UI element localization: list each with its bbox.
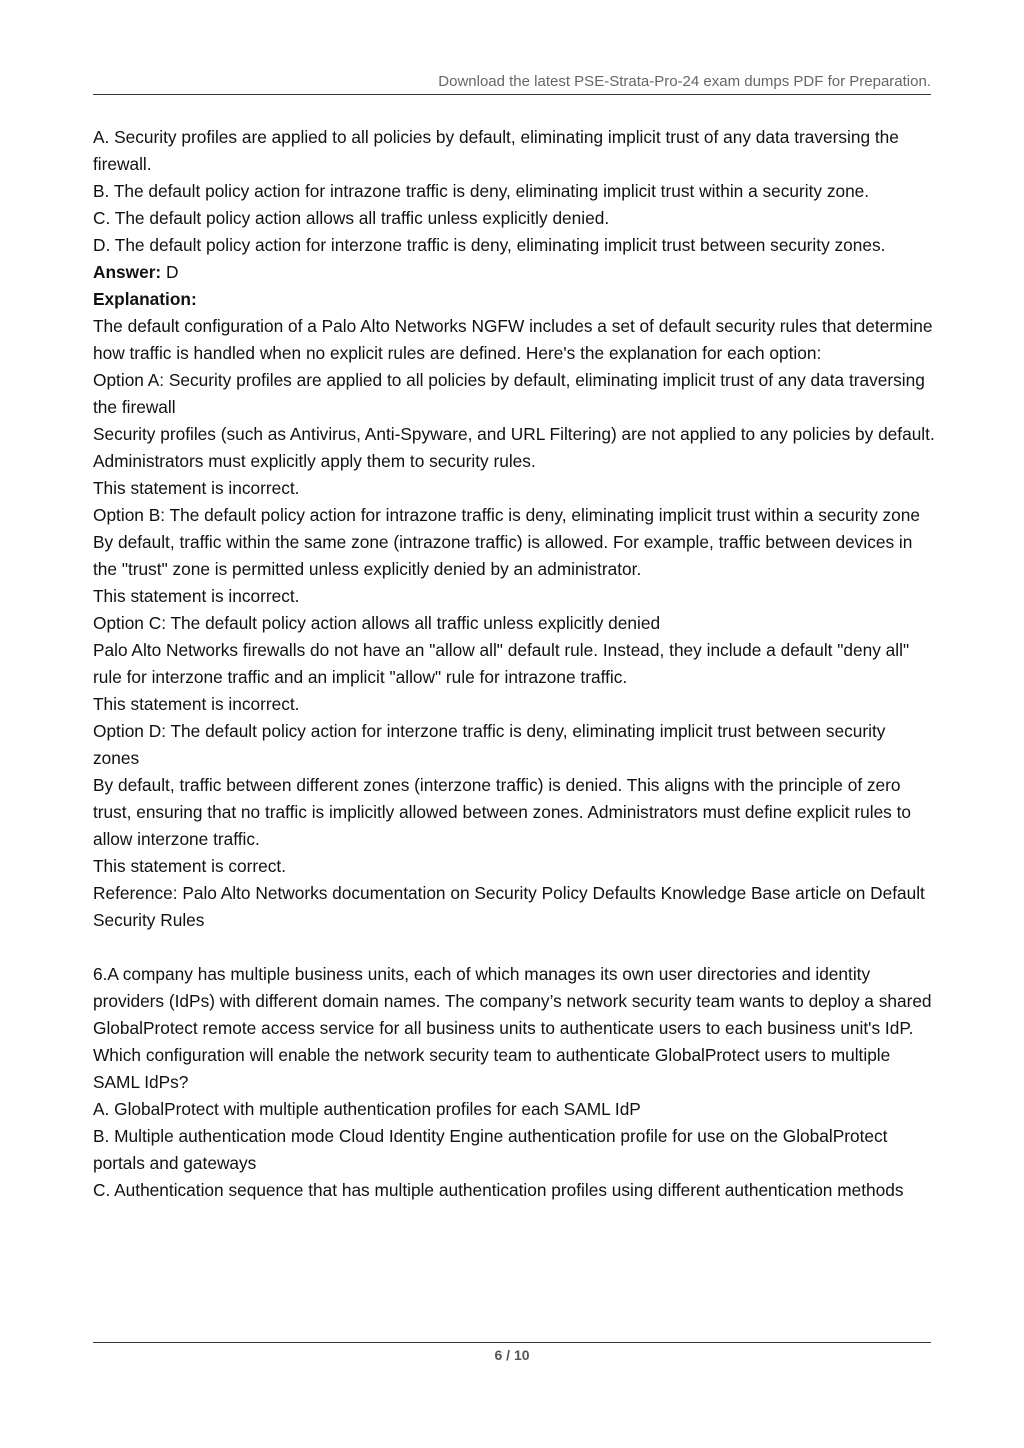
footer-rule — [93, 1342, 931, 1343]
answer-line — [93, 259, 935, 286]
q6-prompt: Which configuration will enable the network security team to authenticate GlobalProtect users to multiple SAML IdPs? — [93, 1045, 891, 1092]
page-content — [93, 124, 935, 1204]
explanation-option-d-body: By default, traffic between different zones (interzone traffic) is denied. This aligns with the principle of zero trust, ensuring that no traffic is implicitly allowed between zones. Administrators must define explicit rules to allow interzone traffic. — [93, 775, 912, 849]
page-header — [93, 70, 931, 95]
explanation-option-b-body: By default, traffic within the same zone (intrazone traffic) is allowed. For example, traffic between devices in the "trust" zone is permitted unless explicitly denied by an administrator. — [93, 532, 913, 579]
q5-option-c: C. The default policy action allows all traffic unless explicitly denied. — [93, 208, 610, 228]
page-number: 6 / 10 — [494, 1347, 530, 1363]
explanation-option-a-body: Security profiles (such as Antivirus, Anti-Spyware, and URL Filtering) are not applied to any policies by default. Administrators must explicitly apply them to security rules. — [93, 424, 935, 471]
header-text: Download the latest PSE-Strata-Pro-24 exam dumps PDF for Preparation. — [438, 73, 931, 90]
explanation-option-d-title: Option D: The default policy action for interzone traffic is deny, eliminating implicit trust between security zones — [93, 721, 886, 768]
q6-option-b: B. Multiple authentication mode Cloud Identity Engine authentication profile for use on the GlobalProtect portals and gateways — [93, 1126, 888, 1173]
explanation-option-c-title: Option C: The default policy action allows all traffic unless explicitly denied — [93, 613, 661, 633]
explanation-heading — [93, 286, 935, 313]
q5-option-b: B. The default policy action for intrazone traffic is deny, eliminating implicit trust within a security zone. — [93, 181, 870, 201]
q6-stem: 6.A company has multiple business units, each of which manages its own user directories and identity providers (IdPs) with different domain names. The company’s network security team wants to deploy a shared GlobalProtect remote access service for all business units to authenticate users to each business unit's IdP. — [93, 964, 932, 1038]
q6-option-c: C. Authentication sequence that has multiple authentication profiles using different authentication methods — [93, 1180, 904, 1200]
explanation-option-b-verdict: This statement is incorrect. — [93, 586, 300, 606]
spacer — [93, 934, 935, 961]
answer-value: D — [161, 262, 179, 282]
q5-option-a: A. Security profiles are applied to all policies by default, eliminating implicit trust of any data traversing the firewall. — [93, 127, 899, 174]
explanation-option-a-title: Option A: Security profiles are applied to all policies by default, eliminating implicit trust of any data traversing the firewall — [93, 370, 925, 417]
explanation-option-b-title: Option B: The default policy action for intrazone traffic is deny, eliminating implicit trust within a security zone — [93, 505, 921, 525]
explanation-option-c-body: Palo Alto Networks firewalls do not have an "allow all" default rule. Instead, they include a default "deny all" rule for interzone traffic and an implicit "allow" rule for intrazone traffic. — [93, 640, 910, 687]
answer-label: Answer: — [93, 262, 162, 282]
explanation-label: Explanation: — [93, 289, 197, 309]
explanation-intro: The default configuration of a Palo Alto Networks NGFW includes a set of default security rules that determine how traffic is handled when no explicit rules are defined. Here's the explanation for each option: — [93, 316, 933, 363]
q5-option-d: D. The default policy action for interzone traffic is deny, eliminating implicit trust between security zones. — [93, 235, 886, 255]
explanation-option-c-verdict: This statement is incorrect. — [93, 694, 300, 714]
explanation-option-a-verdict: This statement is incorrect. — [93, 478, 300, 498]
explanation-reference: Reference: Palo Alto Networks documentation on Security Policy Defaults Knowledge Base article on Default Security Rules — [93, 883, 925, 930]
q6-option-a: A. GlobalProtect with multiple authentication profiles for each SAML IdP — [93, 1099, 641, 1119]
explanation-option-d-verdict: This statement is correct. — [93, 856, 287, 876]
